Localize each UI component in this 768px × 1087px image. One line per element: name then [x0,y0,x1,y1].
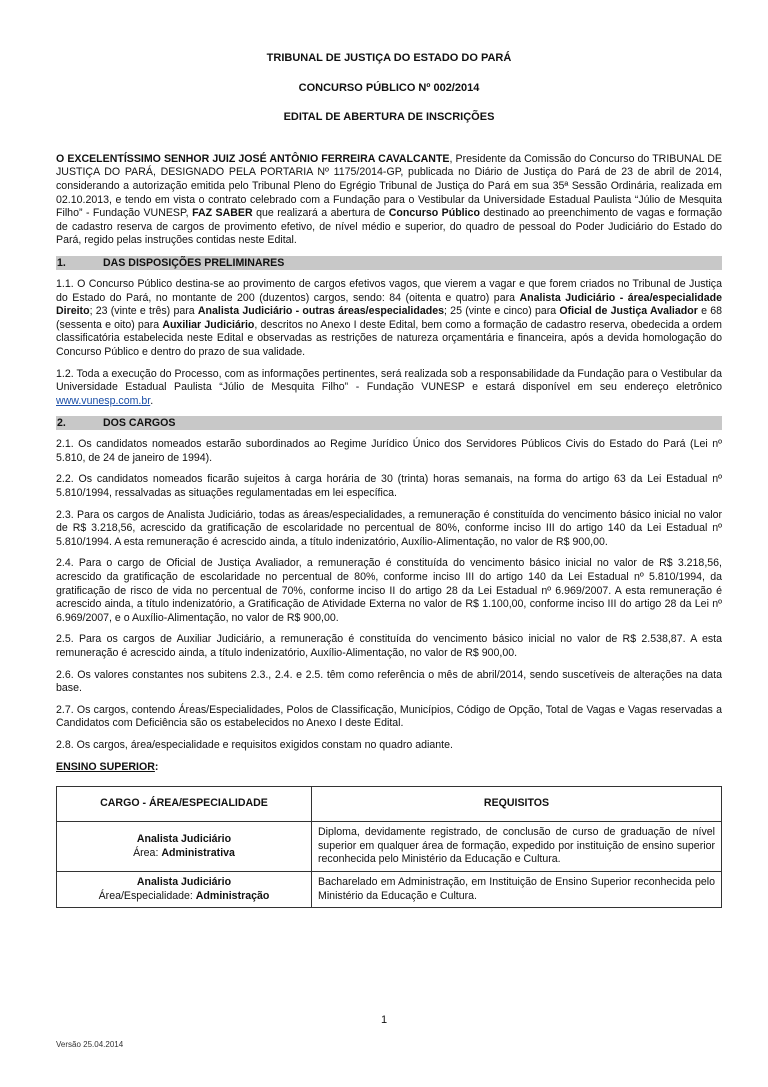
paragraph-2-1: 2.1. Os candidatos nomeados estarão subordinados ao Regime Jurídico Único dos Servidores Públicos Civis do Estado do Pará (Lei nº 5.810, de 24 de janeiro de 1994). [56,438,722,464]
intro-paragraph: O EXCELENTÍSSIMO SENHOR JUIZ JOSÉ ANTÔNIO FERREIRA CAVALCANTE, Presidente da Comissão do Concurso do TRIBUNAL DE JUSTIÇA DO PARÁ, DESIGNADO PELA PORTARIA Nº 1175/2014-GP, publicada no Diário de Justiça do Pará de 23 de abril de 2014, considerando a autorização emitida pelo Tribunal Pleno do Egrégio Tribunal de Justiça do Pará em sua 35ª Sessão Ordinária, realizada em 02.10.2013, e tendo em vista o contrato celebrado com a Fundação para o Vestibular da Universidade Estadual Paulista “Júlio de Mesquita Filho” - Fundação VUNESP, FAZ SABER que realizará a abertura de Concurso Público destinado ao preenchimento de vagas e formação de cadastro reserva de cargos de provimento efetivo, de nível médio e superior, do quadro de pessoal do Poder Judiciário do Estado do Pará, regido pelas instruções contidas neste Edital. [56,152,722,247]
section-header-1 [56,256,722,270]
vunesp-link[interactable]: www.vunesp.com.br [56,394,151,407]
table-header-row [57,787,722,822]
page-number: 1 [380,1014,388,1026]
section-title: DOS CARGOS [103,417,176,430]
intro-bold-faz-saber: FAZ SABER [192,207,253,220]
header-edital: EDITAL DE ABERTURA DE INSCRIÇÕES [283,111,495,124]
cargo-cell: Analista Judiciário Área: Administrativa [57,822,312,872]
paragraph-1-2: 1.2. Toda a execução do Processo, com as informações pertinentes, será realizada sob a responsabilidade da Fundação para o Vestibular da Universidade Estadual Paulista “Júlio de Mesquita Filho” - Fundação VUNESP e estará disponível em seu endereço eletrônico www.vunesp.com.br. [56,367,722,407]
column-header-requisitos: REQUISITOS [312,787,722,822]
intro-bold-judge: O EXCELENTÍSSIMO SENHOR JUIZ JOSÉ ANTÔNIO FERREIRA CAVALCANTE [56,152,450,165]
cargo-cell: Analista Judiciário Área/Especialidade: Administração [57,871,312,907]
requisitos-cell: Bacharelado em Administração, em Instituição de Ensino Superior reconhecida pelo Ministério da Educação e Cultura. [312,871,722,907]
paragraph-2-7: 2.7. Os cargos, contendo Áreas/Especialidades, Polos de Classificação, Municípios, Código de Opção, Total de Vagas e Vagas reservadas a Candidatos com Deficiência são os estabelecidos no Anexo I deste Edital. [56,703,722,730]
version-label: Versão 25.04.2014 [56,1040,124,1049]
header-tribunal: TRIBUNAL DE JUSTIÇA DO ESTADO DO PARÁ [266,52,512,64]
intro-bold-concurso: Concurso Público [388,207,480,220]
paragraph-2-8: 2.8. Os cargos, área/especialidade e requisitos exigidos constam no quadro adiante. [56,738,453,751]
table-row [57,822,722,872]
requisitos-cell: Diploma, devidamente registrado, de conclusão de curso de graduação de nível superior em qualquer área de formação, expedido por instituição de ensino superior reconhecida pelo Ministério da Educação e Cultura. [312,822,722,872]
requirements-table [56,786,722,908]
column-header-cargo: CARGO - ÁREA/ESPECIALIDADE [57,787,312,822]
paragraph-2-3: 2.3. Para os cargos de Analista Judiciário, todas as áreas/especialidades, a remuneração é constituída do vencimento básico inicial no valor de R$ 3.218,56, acrescido da gratificação de escolaridade no percentual de 80%, conforme inciso III do artigo 140 da Lei Estadual nº 5.810/1994. A esta remuneração é acrescido ainda, a título indenizatório, Auxílio-Alimentação, no valor de R$ 900,00. [56,508,722,548]
header-concurso: CONCURSO PÚBLICO Nº 002/2014 [298,81,480,94]
paragraph-2-4: 2.4. Para o cargo de Oficial de Justiça Avaliador, a remuneração é constituída do vencimento básico inicial no valor de R$ 3.218,56, acrescido da gratificação de escolaridade no percentual de 80%, conforme inciso III do artigo 140 da Lei Estadual nº 5.810/1994, da gratificação de risco de vida no percentual de 70%, conforme inciso II do artigo 28 da Lei Estadual nº 6.969/2007. A esta remuneração é acrescido ainda, a título indenizatório, a Gratificação de Atividade Externa no valor de R$ 1.100,00, conforme inciso III do artigo 28 da Lei nº 6.969/2007, e o Auxílio-Alimentação, no valor de R$ 900,00. [56,557,722,624]
table-row [57,871,722,907]
section-header-2 [56,416,722,430]
paragraph-1-1: 1.1. O Concurso Público destina-se ao provimento de cargos efetivos vagos, que vierem a vagar e que forem criados no Tribunal de Justiça do Estado do Pará, no montante de 200 (duzentos) cargos, sendo: 84 (oitenta e quatro) para Analista Judiciário - área/especialidade Direito; 23 (vinte e três) para Analista Judiciário - outras áreas/especialidades; 25 (vinte e cinco) para Oficial de Justiça Avaliador e 68 (sessenta e oito) para Auxiliar Judiciário, descritos no Anexo I deste Edital, bem como a formação de cadastro reserva, obedecida a ordem classificatória estabelecida neste Edital e observadas as restrições de natureza orçamentária e financeira, após a devida homologação do Concurso Público e dentro do prazo de sua validade. [56,277,723,358]
section-title: DAS DISPOSIÇÕES PRELIMINARES [103,256,285,269]
ensino-superior-heading: ENSINO SUPERIOR: [56,760,159,773]
paragraph-2-5: 2.5. Para os cargos de Auxiliar Judiciário, a remuneração é constituída do vencimento básico inicial no valor de R$ 2.538,87. A esta remuneração é acrescido ainda, a título indenizatório, Auxílio-Alimentação, no valor de R$ 900,00. [56,633,722,659]
paragraph-2-6: 2.6. Os valores constantes nos subitens 2.3., 2.4. e 2.5. têm como referência o mês de abril/2014, sendo suscetíveis de alterações na data base. [56,668,722,695]
paragraph-2-2: 2.2. Os candidatos nomeados ficarão sujeitos à carga horária de 30 (trinta) horas semanais, na forma do artigo 63 da Lei Estadual nº 5.810/1994, ressalvadas as situações regulamentadas em lei específica. [56,473,722,500]
section-number: 2. [57,417,66,430]
section-number: 1. [57,256,66,269]
document-page [56,52,722,908]
